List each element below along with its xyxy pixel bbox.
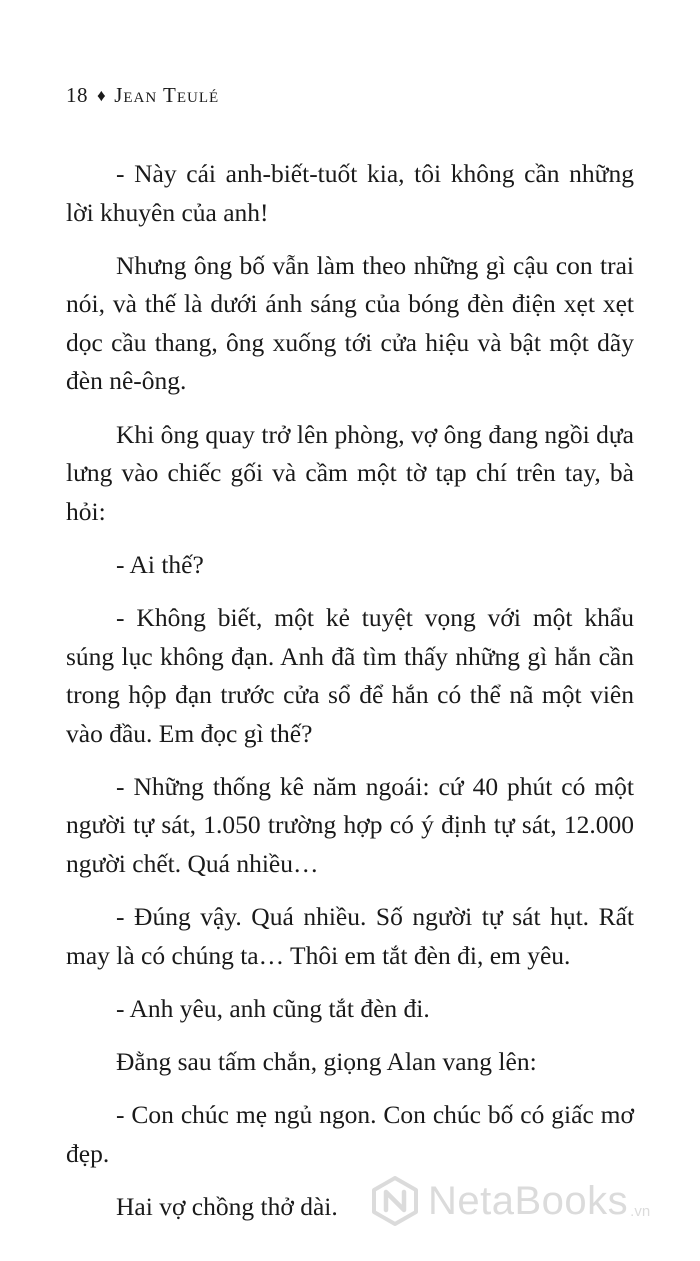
paragraph: - Không biết, một kẻ tuyệt vọng với một khẩu súng lục không đạn. Anh đã tìm thấy những gì hắn cần trong hộp đạn trước cửa sổ để hắn có thể nã một viên vào đầu. Em đọc gì thế?: [66, 602, 634, 748]
paragraph: - Con chúc mẹ ngủ ngon. Con chúc bố có giấc mơ đẹp.: [66, 1099, 634, 1168]
paragraph: - Này cái anh-biết-tuốt kia, tôi không cần những lời khuyên của anh!: [66, 159, 634, 227]
watermark-suffix: .vn: [630, 1203, 651, 1220]
netabooks-watermark: [370, 1172, 650, 1230]
diamond-separator-icon: ♦: [97, 86, 107, 105]
author-name: Jean Teulé: [114, 83, 220, 107]
paragraph: - Đúng vậy. Quá nhiều. Số người tự sát hụt. Rất may là có chúng ta… Thôi em tắt đèn đi, em yêu.: [66, 902, 634, 970]
running-header: [66, 82, 219, 109]
netabooks-logo-icon: [370, 1176, 420, 1226]
paragraph: - Ai thế?: [116, 549, 204, 579]
paragraph: - Anh yêu, anh cũng tắt đèn đi.: [116, 993, 430, 1023]
paragraph: - Những thống kê năm ngoái: cứ 40 phút có một người tự sát, 1.050 trường hợp có ý định tự sát, 12.000 người chết. Quá nhiều…: [66, 771, 634, 878]
paragraph: Hai vợ chồng thở dài.: [116, 1191, 338, 1221]
watermark-brand: NetaBooks: [428, 1178, 629, 1223]
page-body: [66, 155, 634, 1241]
page-number: 18: [66, 83, 88, 107]
paragraph: Đằng sau tấm chắn, giọng Alan vang lên:: [116, 1046, 537, 1076]
paragraph: Nhưng ông bố vẫn làm theo những gì cậu con trai nói, và thế là dưới ánh sáng của bóng đèn điện xẹt xẹt dọc cầu thang, ông xuống tới cửa hiệu và bật một dãy đèn nê-ông.: [66, 250, 634, 396]
paragraph: Khi ông quay trở lên phòng, vợ ông đang ngồi dựa lưng vào chiếc gối và cầm một tờ tạp chí trên tay, bà hỏi:: [66, 419, 634, 526]
